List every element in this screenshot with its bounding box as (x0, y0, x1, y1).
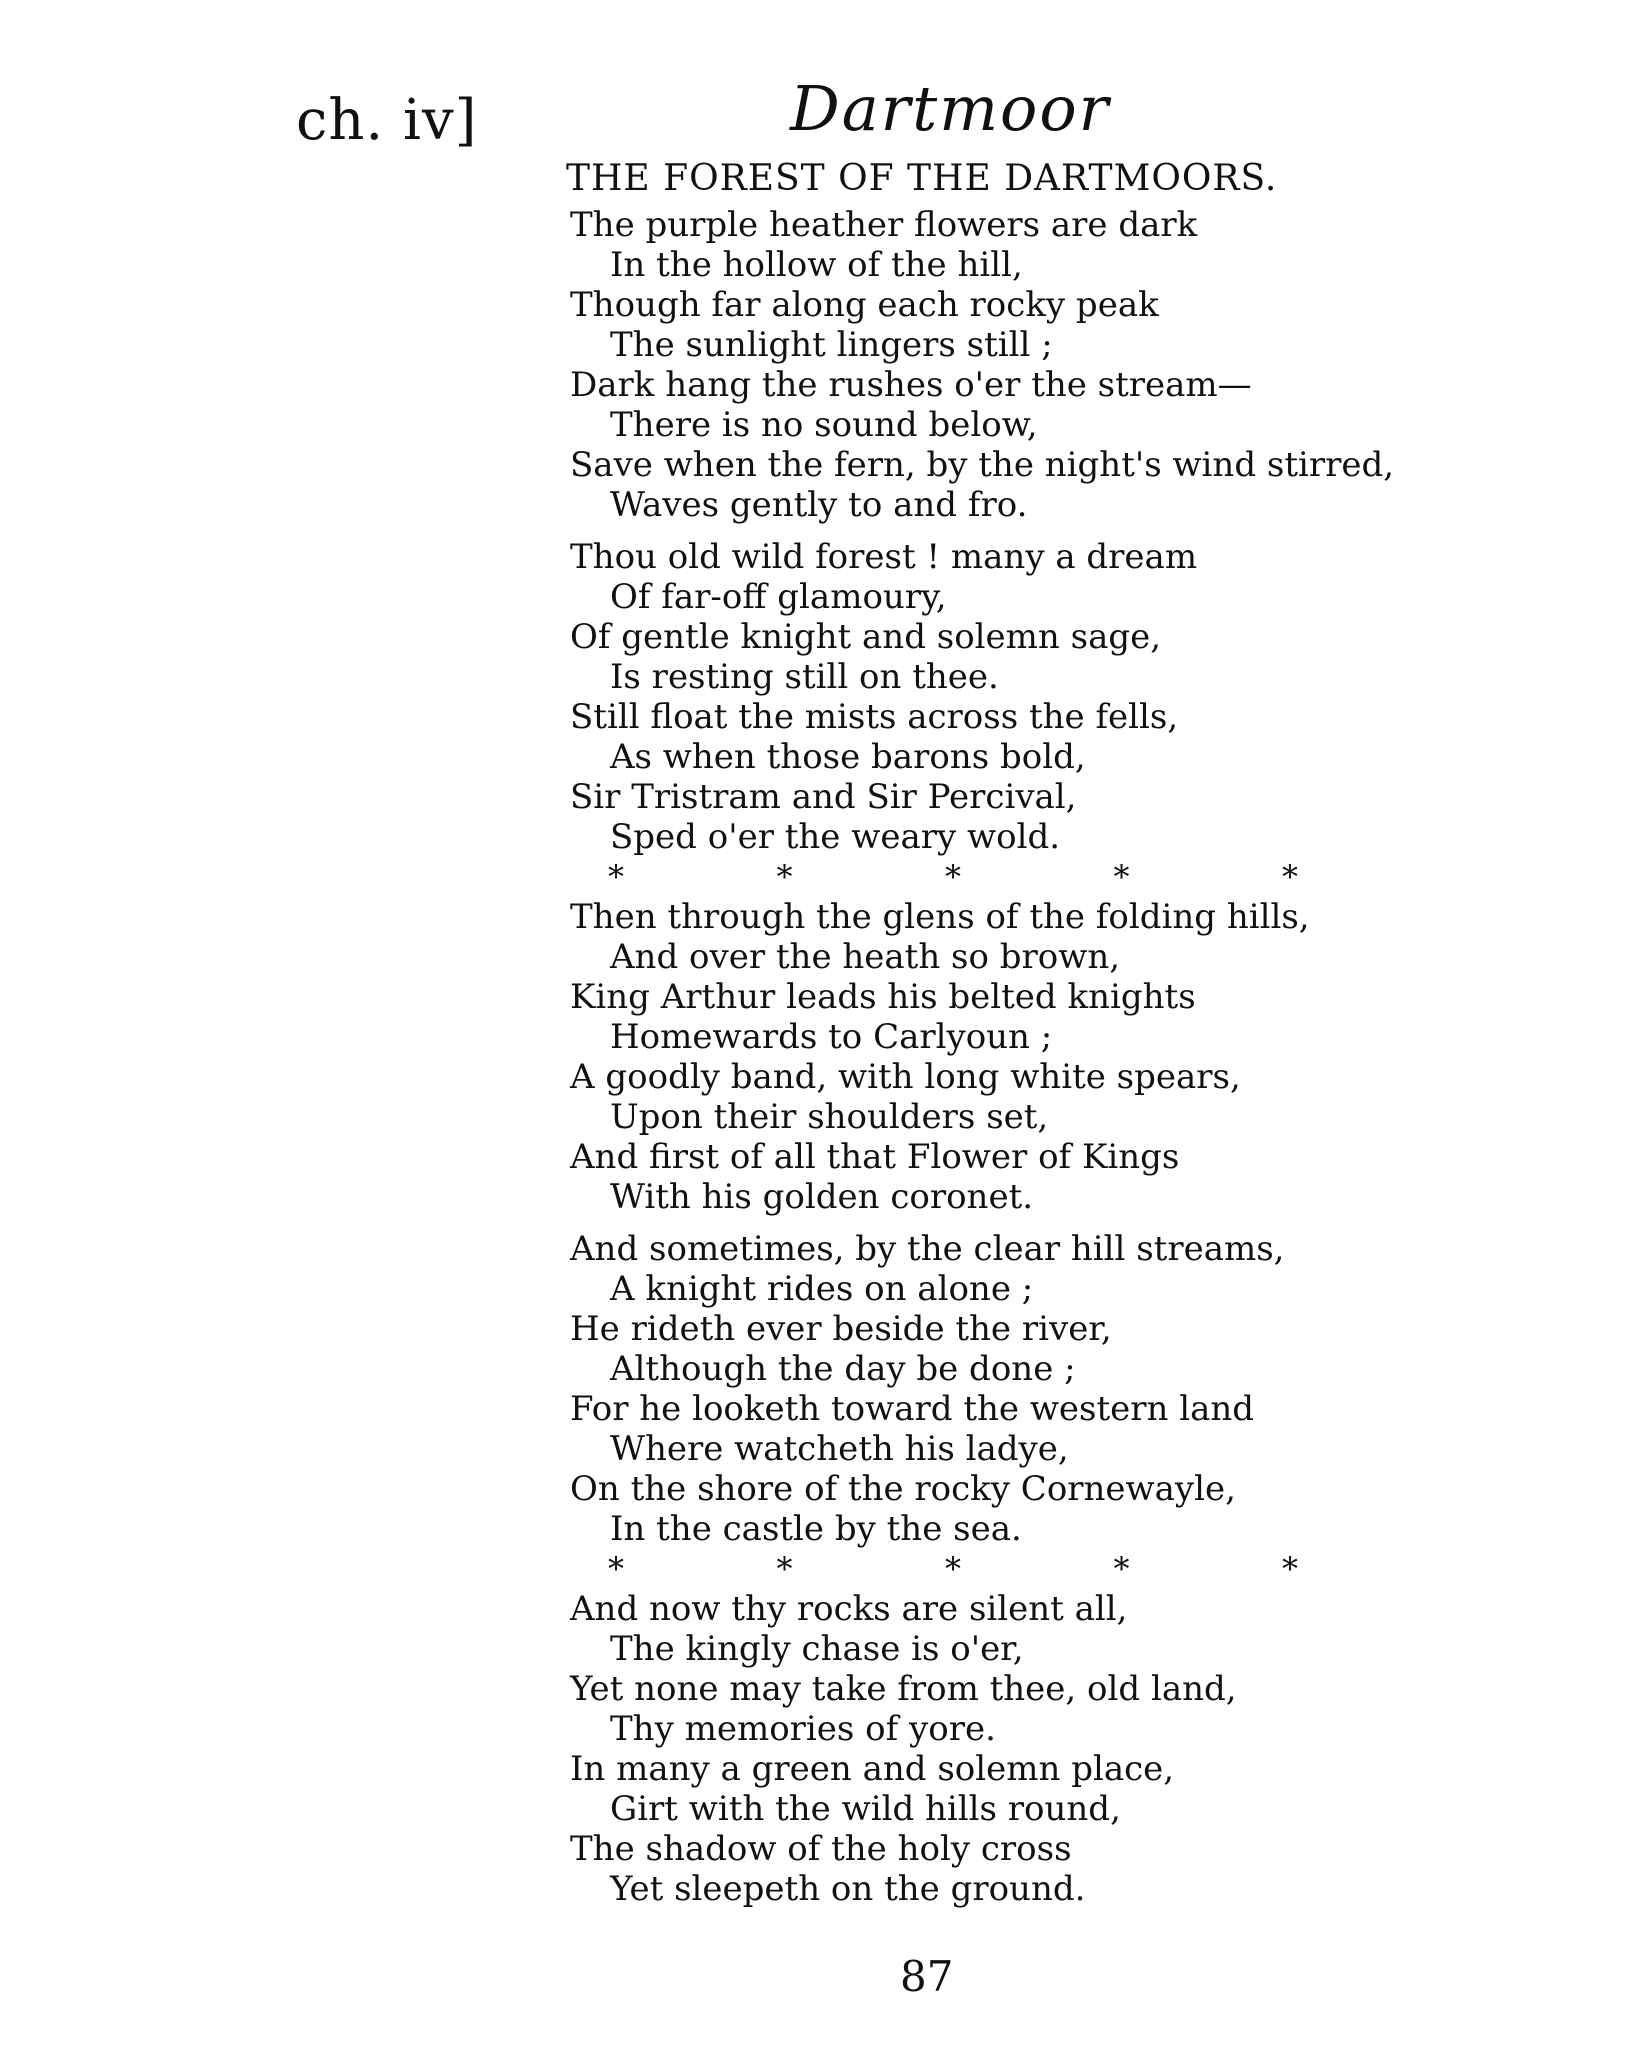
poem-line: Dark hang the rushes o'er the stream— (570, 365, 1252, 405)
poem-line: Sped o'er the weary wold. (610, 817, 1061, 857)
separator-star: * (608, 1550, 624, 1588)
poem-line: There is no sound below, (610, 405, 1038, 445)
poem-line: Though far along each rocky peak (570, 285, 1159, 325)
poem-line: Thy memories of yore. (610, 1709, 996, 1749)
separator-star: * (1282, 1550, 1298, 1588)
poem-line: Sir Tristram and Sir Percival, (570, 777, 1077, 817)
poem-line: The sunlight lingers still ; (610, 325, 1053, 365)
poem-line: The kingly chase is o'er, (610, 1629, 1024, 1669)
poem-line: Save when the fern, by the night's wind stirred, (570, 445, 1395, 485)
poem-line: For he looketh toward the western land (570, 1389, 1255, 1429)
poem-line: A knight rides on alone ; (610, 1269, 1034, 1309)
separator-star: * (776, 1550, 793, 1588)
separator-star: * (945, 1550, 961, 1588)
poem-line: Of gentle knight and solemn sage, (570, 617, 1162, 657)
poem-line: Then through the glens of the folding hills, (570, 897, 1310, 937)
poem-line: Waves gently to and fro. (610, 485, 1028, 525)
poem-line: King Arthur leads his belted knights (570, 977, 1196, 1017)
poem-line: A goodly band, with long white spears, (570, 1057, 1241, 1097)
separator-star: * (1113, 858, 1130, 896)
poem-line: He rideth ever beside the river, (570, 1309, 1112, 1349)
poem-line: And over the heath so brown, (610, 937, 1121, 977)
poem-title: THE FOREST OF THE DARTMOORS. (566, 158, 1278, 199)
poem-line: In the hollow of the hill, (610, 245, 1023, 285)
poem-line: On the shore of the rocky Cornewayle, (570, 1469, 1236, 1509)
poem-line: Homewards to Carlyoun ; (610, 1017, 1053, 1057)
poem-body (570, 205, 1430, 1909)
poem-line: The purple heather flowers are dark (570, 205, 1198, 245)
page-number: 87 (900, 1952, 954, 2001)
separator-star: * (1113, 1550, 1130, 1588)
separator-star: * (776, 858, 793, 896)
poem-line: As when those barons bold, (610, 737, 1086, 777)
poem-line: In many a green and solemn place, (570, 1749, 1175, 1789)
poem-line: In the castle by the sea. (610, 1509, 1022, 1549)
poem-line: Thou old wild forest ! many a dream (570, 537, 1198, 577)
poem-line: Although the day be done ; (610, 1349, 1076, 1389)
poem-line: Is resting still on thee. (610, 657, 999, 697)
separator-star: * (945, 858, 961, 896)
poem-line: Of far-off glamoury, (610, 577, 947, 617)
running-title: Dartmoor (790, 72, 1111, 145)
poem-line: With his golden coronet. (610, 1177, 1034, 1217)
poem-line: Yet none may take from thee, old land, (570, 1669, 1237, 1709)
poem-line: And first of all that Flower of Kings (570, 1137, 1180, 1177)
poem-line: Girt with the wild hills round, (610, 1789, 1121, 1829)
separator-star: * (608, 858, 624, 896)
poem-line: Where watcheth his ladye, (610, 1429, 1069, 1469)
poem-line: And now thy rocks are silent all, (570, 1589, 1128, 1629)
poem-line: And sometimes, by the clear hill streams, (570, 1229, 1285, 1269)
stanza-separator (570, 857, 1298, 897)
stanza-separator (570, 1549, 1298, 1589)
poem-line: Yet sleepeth on the ground. (610, 1869, 1086, 1909)
separator-star: * (1282, 858, 1298, 896)
poem-line: The shadow of the holy cross (570, 1829, 1072, 1869)
poem-line: Still float the mists across the fells, (570, 697, 1179, 737)
chapter-label: ch. iv] (296, 88, 478, 153)
poem-line: Upon their shoulders set, (610, 1097, 1049, 1137)
